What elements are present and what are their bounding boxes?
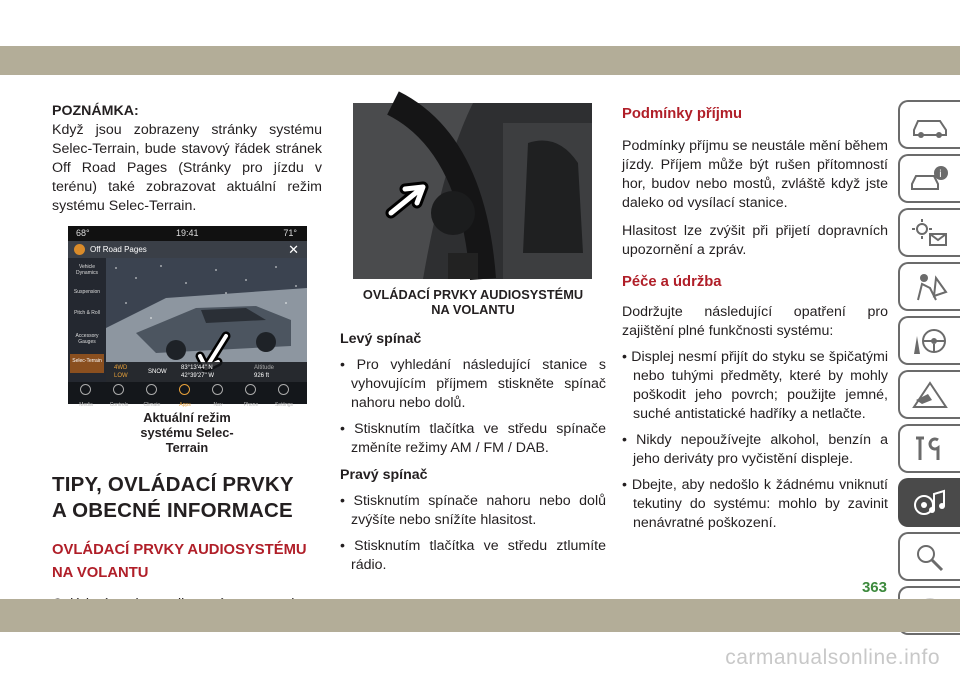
menu-item-selec-terrain[interactable]: Selec-Terrain: [70, 354, 104, 373]
side-menu: [68, 258, 106, 382]
note-title: POZNÁMKA:: [52, 103, 139, 119]
care-item-1: • Displej nesmí přijít do styku se špičatými nebo tuhými předměty, které by mohly poškodit jeho povrch; použijte jemné, suché antistatické hadříky a netlačte.: [622, 349, 888, 422]
reception-heading: Podmínky příjmu: [622, 106, 743, 122]
svg-text:i: i: [939, 168, 942, 180]
airbag-icon: [910, 272, 950, 302]
clock: 19:41: [176, 228, 199, 238]
column-middle: [340, 103, 606, 575]
bottom-settings[interactable]: Settings: [274, 402, 294, 408]
bottom-climate[interactable]: Climate: [143, 402, 161, 408]
tools-icon: [910, 434, 950, 464]
apps-icon: [179, 384, 190, 395]
left-switch-item-1: • Pro vyhledání následující stanice s vyhovujícím příjmem stiskněte spínač nahoru nebo dolů.: [340, 357, 606, 411]
multimedia-icon: [910, 488, 950, 518]
menu-item-suspension[interactable]: Suspension: [73, 289, 101, 295]
altitude-label: Altitude: [254, 365, 275, 371]
note-text: Když jsou zobrazeny stránky systému Selec-Terrain, bude stavový řádek stránek Off Road Pages (Stránky pro jízdu v terénu) také zobrazovat aktuální režim systému Selec-Terrain.: [52, 122, 322, 214]
tab-index[interactable]: [898, 532, 960, 581]
page-title: Off Road Pages: [90, 245, 147, 254]
mode-snow: SNOW: [148, 369, 167, 375]
tab-safety[interactable]: [898, 262, 960, 311]
close-icon[interactable]: ✕: [288, 242, 299, 257]
figure-caption-1: Aktuální režim systému Selec-Terrain: [140, 410, 234, 455]
reception-text: Podmínky příjmu se neustále mění během jízdy. Příjem může být rušen přítomností hor, budov nebo mostů, zvláště když jste daleko od vysílací stanice.: [622, 138, 888, 211]
phone-icon: [245, 384, 256, 395]
mode-low: LOW: [114, 373, 128, 379]
tab-vehicle-info[interactable]: [898, 154, 960, 203]
bottom-controls[interactable]: Controls: [109, 402, 129, 408]
tab-vehicle[interactable]: [898, 100, 960, 149]
tab-multimedia[interactable]: [898, 478, 960, 527]
chapter-tabs: [898, 100, 960, 640]
menu-item-accessory-gauges[interactable]: Accessory Gauges: [75, 333, 99, 345]
tab-service[interactable]: [898, 424, 960, 473]
gps-latitude: 83°13'44" N: [181, 365, 213, 371]
menu-item-pitch-roll[interactable]: Pitch & Roll: [74, 310, 100, 316]
gps-longitude: 42°39'27" W: [181, 373, 215, 379]
settings-icon: [278, 384, 289, 395]
tab-emergency[interactable]: [898, 370, 960, 419]
steering-wheel-illustration: [353, 103, 592, 279]
care-text: Dodržujte následující opatření pro zajištění plné funkčnosti systému:: [622, 304, 888, 339]
care-item-3: • Dbejte, aby nedošlo k žádnému vniknutí tekutiny do systému: mohlo by zavinit nenávratné poškození.: [622, 477, 888, 531]
left-switch-item-2: • Stisknutím tlačítka ve středu spínače změníte režimy AM / FM / DAB.: [340, 421, 606, 456]
temp-left: 68°: [76, 228, 90, 238]
tab-warning-lights[interactable]: [898, 208, 960, 257]
altitude-value: 926 ft: [254, 373, 270, 379]
watermark: carmanualsonline.info: [725, 646, 940, 669]
care-item-2: • Nikdy nepoužívejte alkohol, benzín a jeho deriváty pro vyčistění displeje.: [622, 432, 888, 467]
column-right: [622, 103, 888, 533]
search-icon: [910, 542, 950, 572]
steering-wheel-icon: [910, 326, 950, 356]
traffic-text: Hlasitost lze zvýšit při přijetí dopravních upozornění a zpráv.: [622, 223, 888, 258]
roadside-triangle-icon: [910, 380, 950, 410]
bottom-media[interactable]: Media: [79, 402, 93, 408]
subsection-heading: OVLÁDACÍ PRVKY AUDIOSYSTÉMU NA VOLANTU: [52, 542, 307, 581]
warning-lights-icon: [910, 218, 950, 248]
selec-terrain-screen: [68, 226, 307, 408]
bottom-phone[interactable]: Phone: [243, 402, 259, 408]
bottom-band: [0, 599, 960, 632]
tab-starting-driving[interactable]: [898, 316, 960, 365]
media-icon: [80, 384, 91, 395]
right-switch-title: Pravý spínač: [340, 467, 428, 483]
column-left: [52, 102, 322, 633]
right-switch-item-1: • Stisknutím spínače nahoru nebo dolů zvýšíte nebo snížíte hlasitost.: [340, 493, 606, 528]
care-heading: Péče a údržba: [622, 274, 722, 290]
car-info-icon: [910, 164, 950, 194]
menu-item-vehicle-dynamics[interactable]: Vehicle Dynamics: [76, 264, 98, 276]
bottom-bar: [68, 382, 307, 408]
mode-4wd: 4WD: [114, 365, 128, 371]
steering-wheel-photo: [353, 103, 592, 279]
bottom-apps[interactable]: Apps: [179, 402, 191, 408]
left-switch-title: Levý spínač: [340, 331, 422, 347]
temp-right: 71°: [283, 228, 297, 238]
figure-caption-2: OVLÁDACÍ PRVKY AUDIOSYSTÉMU NA VOLANTU: [362, 287, 584, 317]
bottom-nav[interactable]: Nav: [213, 402, 223, 408]
nav-icon: [212, 384, 223, 395]
status-strip: [106, 362, 307, 382]
climate-icon: [146, 384, 157, 395]
top-band: [0, 46, 960, 75]
home-icon[interactable]: [74, 244, 85, 255]
right-switch-item-2: • Stisknutím tlačítka ve středu ztlumíte rádio.: [340, 538, 606, 573]
page-number: 363: [861, 579, 887, 596]
controls-icon: [113, 384, 124, 395]
car-icon: [910, 110, 950, 140]
section-heading: TIPY, OVLÁDACÍ PRVKY A OBECNÉ INFORMACE: [52, 473, 294, 522]
